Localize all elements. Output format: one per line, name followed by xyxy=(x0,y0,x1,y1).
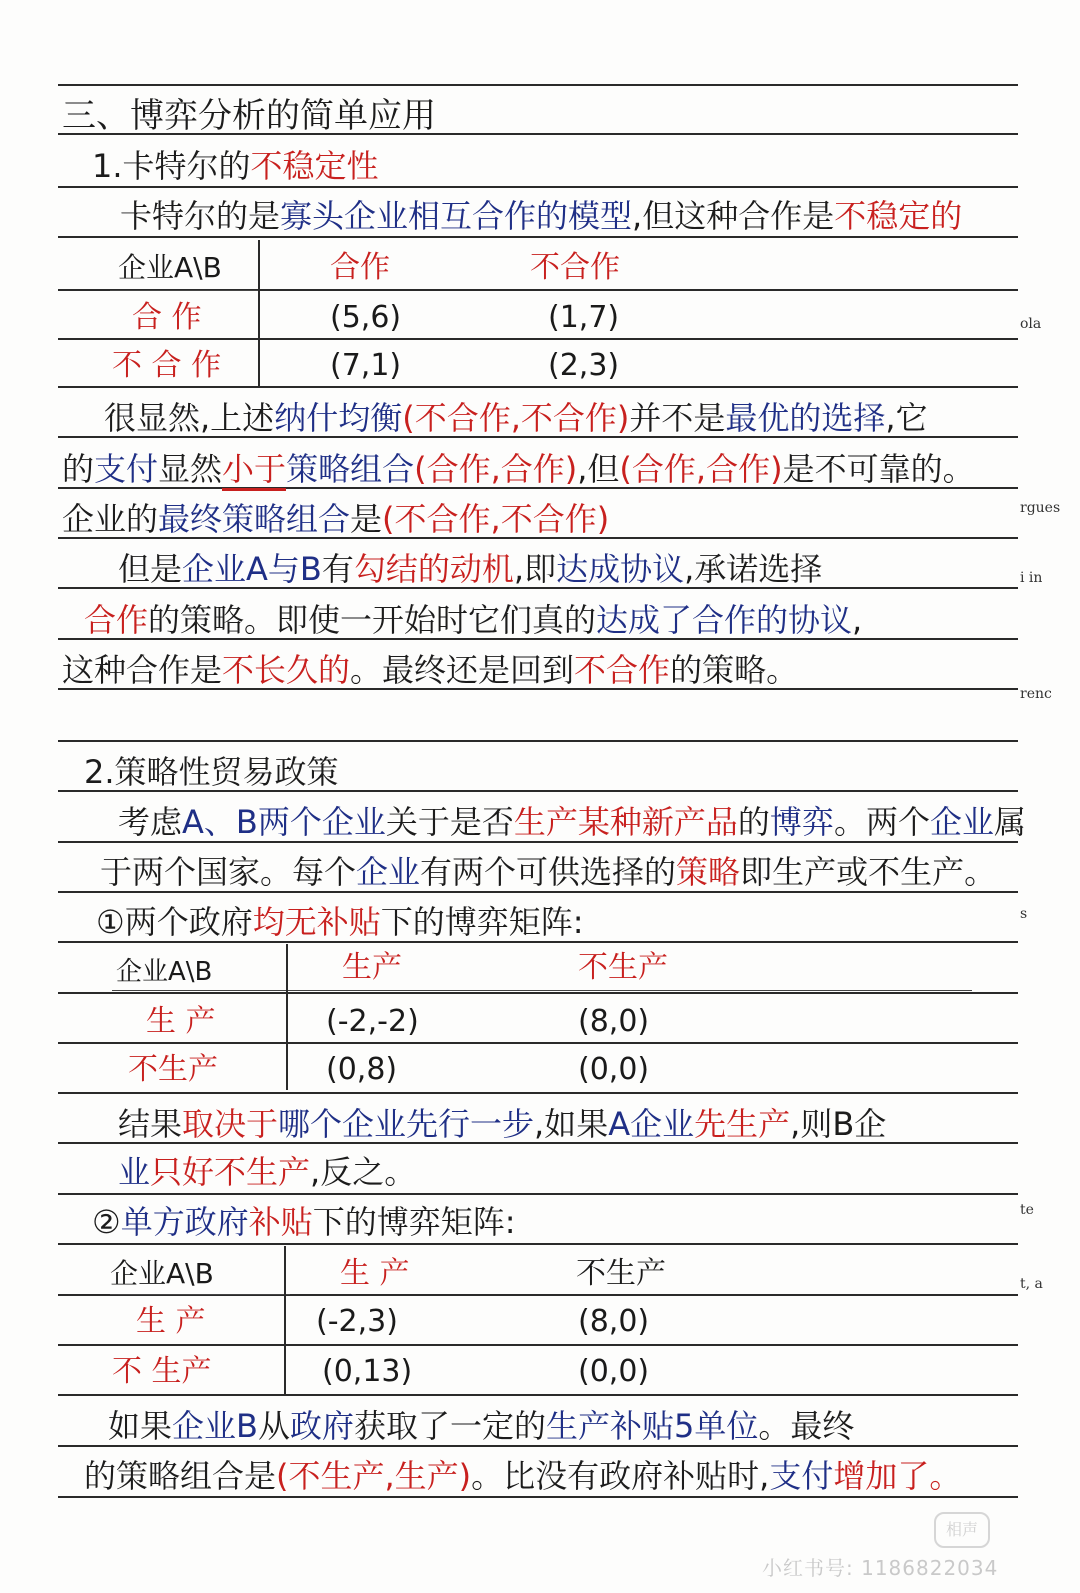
table-row-label: 不生产 xyxy=(128,1052,218,1087)
ruled-line xyxy=(58,1344,1018,1346)
paragraph-line: 但是企业A与B有勾结的动机,即达成协议,承诺选择 xyxy=(118,550,823,588)
margin-fragment: renc xyxy=(1020,686,1052,702)
table-col-header: 不生产 xyxy=(576,1256,666,1291)
table-header-rule xyxy=(112,990,972,991)
margin-fragment: te xyxy=(1020,1202,1034,1218)
subheading: ①两个政府均无补贴下的博弈矩阵: xyxy=(96,903,584,941)
paragraph-line: 合作的策略。即使一开始时它们真的达成了合作的协议, xyxy=(84,601,863,639)
table-corner: 企业A\B xyxy=(116,957,213,987)
margin-fragment: ola xyxy=(1020,316,1042,332)
table-cell: (7,1) xyxy=(330,348,402,383)
table-col-header: 生产 xyxy=(342,950,402,985)
paragraph-line: 企业的最终策略组合是(不合作,不合作) xyxy=(62,500,610,538)
watermark-badge: 相声 xyxy=(934,1512,990,1548)
watermark: 小红书号: 1186822034 xyxy=(762,1556,999,1580)
table-cell: (5,6) xyxy=(330,300,402,335)
part1-intro: 卡特尔的是寡头企业相互合作的模型,但这种合作是不稳定的 xyxy=(120,197,963,235)
table-header-rule xyxy=(110,290,260,291)
margin-fragment: rgues xyxy=(1020,500,1061,516)
table-row-label: 不 生产 xyxy=(112,1354,212,1389)
table-divider xyxy=(258,240,260,388)
paragraph-line: 结果取决于哪个企业先行一步,如果A企业先生产,则B企 xyxy=(118,1105,887,1143)
paragraph-line: 于两个国家。每个企业有两个可供选择的策略即生产或不生产。 xyxy=(100,853,997,891)
ruled-line xyxy=(58,1042,1018,1044)
ruled-line xyxy=(58,740,1018,742)
table-row-label: 不 合 作 xyxy=(112,348,222,383)
part2-heading: 2.策略性贸易政策 xyxy=(84,753,339,791)
paragraph-line: 这种合作是不长久的。最终还是回到不合作的策略。 xyxy=(62,651,799,689)
table-cell: (0,13) xyxy=(322,1354,413,1389)
table-cell: (0,0) xyxy=(578,1354,650,1389)
table-cell: (-2,3) xyxy=(316,1304,398,1339)
table-cell: (0,8) xyxy=(326,1052,398,1087)
table-header-rule xyxy=(110,1294,290,1295)
table-col-header: 生 产 xyxy=(340,1256,410,1291)
table-cell: (2,3) xyxy=(548,348,620,383)
table-cell: (8,0) xyxy=(578,1304,650,1339)
ruled-line xyxy=(58,386,1018,388)
ruled-line xyxy=(58,186,1018,188)
section-title: 三、博弈分析的简单应用 xyxy=(62,96,436,136)
table-cell: (8,0) xyxy=(578,1004,650,1039)
table-col-header: 合作 xyxy=(330,250,390,285)
table-corner: 企业A\B xyxy=(110,1257,214,1290)
ruled-line xyxy=(58,1092,1018,1094)
part1-heading: 1.卡特尔的不稳定性 xyxy=(92,147,379,185)
paragraph-line: 的策略组合是(不生产,生产)。比没有政府补贴时,支付增加了。 xyxy=(84,1457,962,1495)
ruled-line xyxy=(58,1496,1018,1498)
ruled-line xyxy=(58,236,1018,238)
margin-fragment: s xyxy=(1020,906,1028,922)
table-divider xyxy=(286,944,288,1090)
table-col-header: 不合作 xyxy=(530,250,620,285)
table-cell: (1,7) xyxy=(548,300,620,335)
paragraph-line: 的支付显然小于策略组合(合作,合作),但(合作,合作)是不可靠的。 xyxy=(62,449,975,489)
ruled-line xyxy=(58,338,1018,340)
ruled-line xyxy=(58,992,1018,994)
ruled-line xyxy=(58,1193,1018,1195)
table-corner: 企业A\B xyxy=(118,251,222,284)
table-row-label: 生 产 xyxy=(146,1004,216,1039)
paragraph-line: 业只好不生产,反之。 xyxy=(118,1153,417,1191)
subheading: ②单方政府补贴下的博弈矩阵: xyxy=(92,1203,516,1241)
ruled-line xyxy=(58,1394,1018,1396)
table-row-label: 生 产 xyxy=(136,1304,206,1339)
paragraph-line: 如果企业B从政府获取了一定的生产补贴5单位。最终 xyxy=(108,1407,855,1445)
paragraph-line: 很显然,上述纳什均衡(不合作,不合作)并不是最优的选择,它 xyxy=(104,399,928,437)
ruled-line xyxy=(58,84,1018,86)
table-col-header: 不生产 xyxy=(578,950,668,985)
margin-fragment: i in xyxy=(1020,570,1043,586)
margin-fragment: t, a xyxy=(1020,1276,1043,1292)
table-divider xyxy=(284,1246,286,1394)
table-cell: (-2,-2) xyxy=(326,1004,419,1039)
table-cell: (0,0) xyxy=(578,1052,650,1087)
table-row-label: 合 作 xyxy=(132,300,202,335)
ruled-line xyxy=(58,1243,1018,1245)
paragraph-line: 考虑A、B两个企业关于是否生产某种新产品的博弈。两个企业属 xyxy=(118,803,1026,841)
